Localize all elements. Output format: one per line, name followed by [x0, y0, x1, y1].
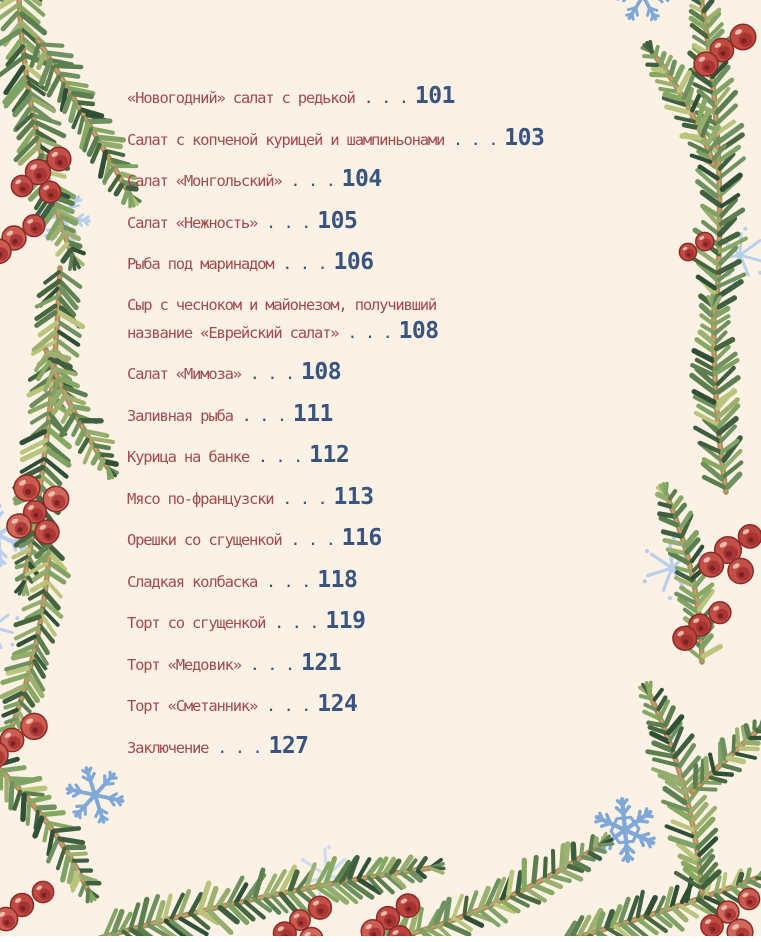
toc-leader-dots: . . .	[267, 216, 312, 232]
toc-entry	[127, 442, 544, 468]
toc-entry-title: Салат с копченой курицей и шампиньонами	[127, 130, 445, 149]
fir-branch-icon	[692, 295, 741, 492]
toc-leader-dots: . . .	[267, 575, 312, 591]
toc-entry	[127, 525, 544, 551]
toc-page-number: 113	[333, 483, 374, 510]
fir-branch-icon	[692, 719, 761, 792]
toc-leader-dots: . . .	[250, 368, 295, 383]
toc-page-number: 103	[504, 124, 545, 151]
toc-page-number: 112	[309, 442, 350, 468]
toc-leader-dots: . . .	[267, 700, 312, 715]
toc-entry	[127, 124, 545, 151]
toc-page-number: 119	[325, 608, 366, 634]
toc-page-number: 104	[341, 166, 382, 192]
toc-page-number: 121	[301, 649, 342, 676]
toc-entry-title: Мясо по-французски	[127, 489, 274, 508]
toc-entry-title: Курица на банке	[127, 448, 249, 466]
toc-entry	[127, 166, 544, 192]
toc-leader-dots: . . .	[275, 617, 320, 632]
snowflake-icon	[617, 0, 669, 20]
toc-leader-dots: . . .	[250, 658, 295, 674]
berries-icon	[361, 894, 419, 942]
toc-entry	[127, 483, 544, 510]
toc-entry	[127, 296, 544, 343]
toc-entry-title: «Новогодний» салат с редькой	[127, 89, 355, 107]
toc-entry-title: Рыба под маринадом	[127, 255, 274, 273]
toc-entry	[127, 566, 544, 593]
toc-entry-title: Сладкая колбаска	[127, 572, 258, 591]
toc-entry-title: Заключение	[127, 738, 209, 757]
toc-leader-dots: . . .	[454, 133, 499, 149]
toc-page-number: 111	[292, 400, 333, 427]
toc-leader-dots: . . .	[218, 741, 263, 757]
berries-icon	[273, 896, 331, 942]
toc-page-number: 101	[414, 83, 455, 109]
toc-page-number: 124	[317, 691, 358, 717]
toc-entry	[127, 249, 544, 275]
toc-entry	[127, 691, 544, 717]
toc-leader-dots: . . .	[364, 92, 409, 107]
toc-entry-title: Торт «Сметанник»	[127, 697, 258, 715]
toc-entry	[127, 207, 544, 234]
toc-page-number: 116	[341, 525, 382, 551]
toc-page-number: 108	[301, 359, 342, 385]
toc-entry-title: Сыр с чесноком и майонезом, получивший	[127, 295, 437, 314]
toc-page-number: 127	[268, 732, 309, 759]
toc-entry-title: Орешки со сгущенкой	[127, 531, 282, 549]
table-of-contents	[127, 83, 545, 759]
berries-icon	[699, 525, 761, 584]
toc-entry	[127, 359, 544, 385]
toc-leader-dots: . . .	[283, 492, 328, 508]
toc-entry-title: название «Еврейский салат»	[127, 323, 339, 342]
toc-page-number: 106	[333, 249, 374, 275]
berries-icon	[0, 881, 54, 930]
toc-page-number: 108	[398, 317, 439, 344]
toc-leader-dots: . . .	[291, 175, 336, 190]
toc-page-number: 118	[317, 566, 358, 593]
toc-entry	[127, 608, 544, 634]
toc-entry	[127, 649, 544, 676]
toc-entry-title: Торт «Медовик»	[127, 655, 241, 674]
snowflake-icon	[68, 768, 123, 822]
fir-branch-icon	[0, 759, 99, 901]
toc-leader-dots: . . .	[348, 326, 393, 342]
toc-leader-dots: . . .	[258, 451, 304, 466]
berries-icon	[0, 215, 45, 264]
toc-entry	[127, 83, 544, 109]
toc-leader-dots: . . .	[291, 534, 336, 549]
toc-entry	[127, 400, 544, 427]
toc-leader-dots: . . .	[242, 409, 287, 425]
toc-leader-dots: . . .	[283, 258, 328, 273]
toc-page-number: 105	[317, 207, 358, 234]
toc-entry-title: Салат «Мимоза»	[127, 365, 241, 383]
toc-entry-title: Торт со сгущенкой	[127, 614, 266, 632]
toc-entry-title: Салат «Нежность»	[127, 213, 258, 232]
toc-entry-title: Салат «Монгольский»	[127, 172, 282, 190]
toc-entry	[127, 732, 544, 759]
toc-entry-title: Заливная рыба	[127, 406, 233, 425]
